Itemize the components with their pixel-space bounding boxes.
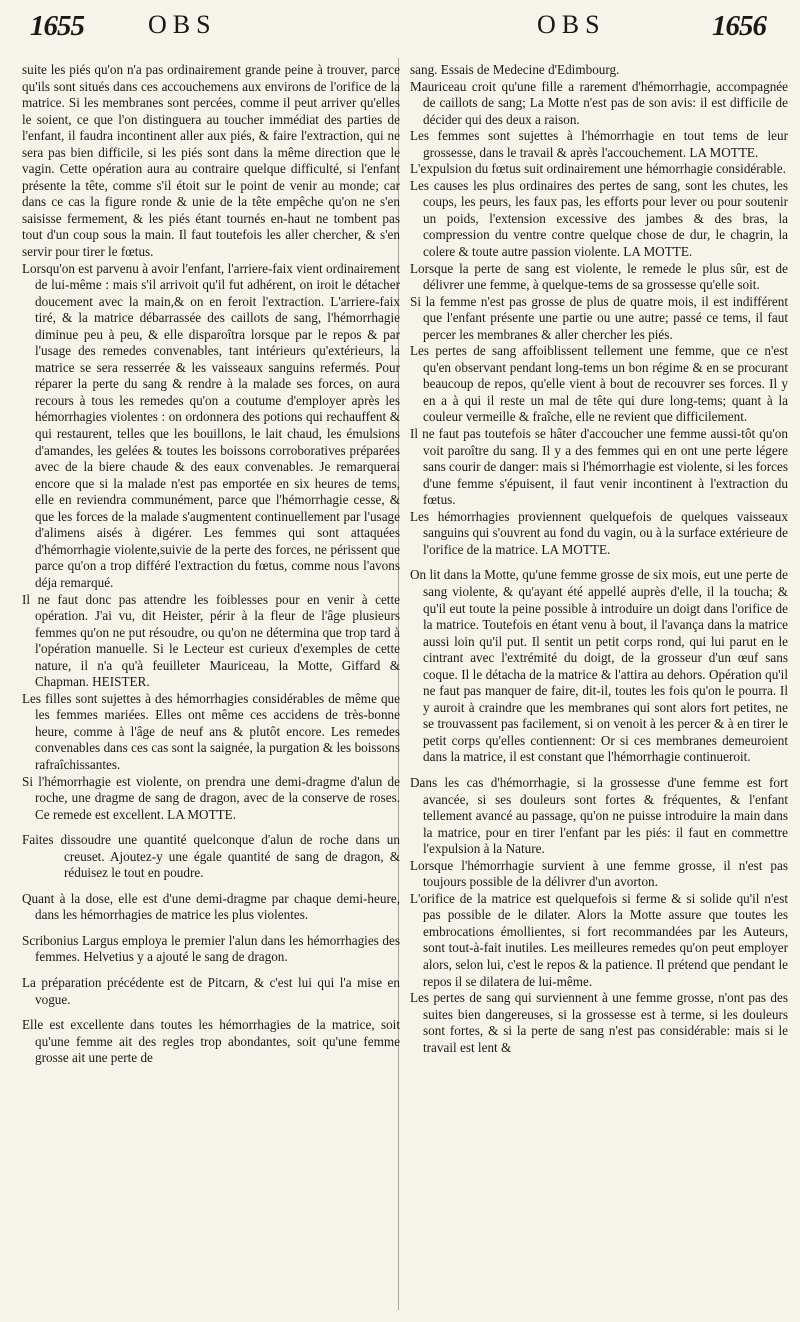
paragraph: Lorsqu'on est parvenu à avoir l'enfant, l'arriere-faix vient ordinairement de lui-même : mais s'il arrivoit qu'il fut adhérent, on iroit le détacher doucement avec la main,& on en feroit l'extraction. L'arriere-faix tiré, & la matrice débarrassée des caillots de sang, l'hémorrhagie diminue peu à peu, & elle disparoîtra lorsque par le repos & par l'usage des remedes convenables, tant intérieurs qu'extérieurs, la matrice se sera resserrée & les vaisseaux sanguins refermés. Pour réparer la perte du sang & rendre à la malade ses forces, on aura recours à tous les remedes qu'on a coutume d'employer après les hémorrhagies violentes : on ordonnera des potions qui rechauffent & qui restaurent, telles que les bouillons, le lait chaud, les émulsions d'amandes, les gelées & toutes les boissons corroboratives préparées avec de la biere chaude & des eaux convenables. Je remarquerai encore que si la malade n'est pas emportée en six heures de tems, elle en reviendra communément, parce que l'hémorrhagie cesse, & que les forces de la malade s'augmentent continuellement par l'usage d'alimens aisés à digérer. Les femmes qui sont attaquées d'hémorrhagie violente,suivie de la perte des forces, ne périssent que parce qu'on a trop différé l'extraction du fœtus, comme nous l'avons déja remarqué. [22,260,400,590]
paragraph: Lorsque l'hémorrhagie survient à une femme grosse, il n'est pas toujours possible de la délivrer d'un avorton. [410,857,788,890]
paragraph: Si l'hémorrhagie est violente, on prendra une demi-dragme d'alun de roche, une dragme de sang de dragon, avec de la conserve de roses. Ce remede est excellent. LA MOTTE. [22,773,400,822]
right-column [410,62,788,1056]
paragraph: Dans les cas d'hémorrhagie, si la grossesse d'une femme est fort avancée, si ses douleurs sont fortes & fréquentes, & l'enfant tellement avancé au passage, qu'on ne puisse introduire la main dans la matrice, pour en tirer l'enfant par les piés: il faut en commettre l'expulsion à la Nature. [410,774,788,857]
page-header [0,10,800,50]
paragraph: Les filles sont sujettes à des hémorrhagies considérables de même que les femmes mariées. Elles ont même ces accidens de très-bonne heure, comme à l'âge de neuf ans & plutôt encore. Les remedes convenables dans ces cas sont la saignée, la purgation & les boissons rafraîchissantes. [22,690,400,772]
paragraph: La préparation précédente est de Pitcarn, & c'est lui qui l'a mise en vogue. [22,974,400,1007]
paragraph: Lorsque la perte de sang est violente, le remede le plus sûr, est de délivrer une femme, à quelque-tems de sa grossesse qu'elle soit. [410,260,788,293]
right-page-number: 1656 [712,10,766,42]
right-running-title: OBS [537,10,606,39]
paragraph: Si la femme n'est pas grosse de plus de quatre mois, il est indifférent que l'enfant présente une partie ou une autre; passé ce tems, il faut percer les membranes & aller chercher les piés. [410,293,788,342]
paragraph: L'expulsion du fœtus suit ordinairement une hémorrhagie considérable. [410,161,786,177]
paragraph: sang. Essais de Medecine d'Edimbourg. [410,62,620,77]
paragraph: Quant à la dose, elle est d'une demi-dragme par chaque demi-heure, dans les hémorrhagies de matrice les plus violentes. [22,890,400,923]
paragraph: On lit dans la Motte, qu'une femme grosse de six mois, eut une perte de sang violente, & qu'ayant été appellé auprès d'elle, il la toucha; & qu'il eut toute la peine possible à introduire un doigt dans l'orifice de la matrice. Toutefois en étant venu à bout, il l'avança dans la matrice aussi loin qu'il put. Il sentit un petit corps rond, qui lui parut en le cintrant avec l'extrémité du doigt, de la grosseur d'un œuf sans coque. Il le détacha de la matrice & l'attira au dehors. Opération qu'il ne faut pas manquer de faire, dit-il, toutes les fois qu'on le pourra. Il y auroit à craindre que les membranes qui sont alors fort petites, ne se trouvassent pas facilement, si on venoit à les percer & à en tirer le petit corps qu'elles contiennent: Or si ces membranes demeuroient dans la matrice, il est constant que l'hémorrhagie continueroit. [410,567,788,765]
paragraph: Elle est excellente dans toutes les hémorrhagies de la matrice, soit qu'une femme ait des regles trop abondantes, soit qu'une femme grosse ait une perte de [22,1017,400,1066]
paragraph: Les hémorrhagies proviennent quelquefois de quelques vaisseaux sanguins qui s'ouvrent au fond du vagin, ou à la surface extérieure de l'orifice de la matrice. LA MOTTE. [410,508,788,557]
left-running-title: OBS [148,10,217,39]
paragraph: Les causes les plus ordinaires des pertes de sang, sont les chutes, les coups, les peurs, les faux pas, les efforts pour lever ou pour soutenir un poids, l'extension excessive des jambes & des bras, la compression du ventre contre quelque chose de dur, le chagrin, la colere & toute autre passion violente. LA MOTTE. [410,177,788,260]
left-column [22,62,400,1067]
paragraph: Scribonius Largus employa le premier l'alun dans les hémorrhagies des femmes. Helvetius y a ajouté le sang de dragon. [22,932,400,965]
paragraph: Les femmes sont sujettes à l'hémorrhagie en tout tems de leur grossesse, dans le travail & après l'accouchement. LA MOTTE. [410,128,788,160]
paragraph: Mauriceau croit qu'une fille a rarement d'hémorrhagie, accompagnée de caillots de sang; La Motte n'est pas de son avis: il est difficile de décider qui des deux a raison. [410,78,788,127]
paragraph: Faites dissoudre une quantité quelconque d'alun de roche dans un creuset. Ajoutez-y une égale quantité de sang de dragon, & réduisez le tout en poudre. [22,832,400,881]
left-page-number: 1655 [30,10,84,42]
paragraph: Il ne faut donc pas attendre les foiblesses pour en venir à cette opération. J'ai vu, dit Heister, périr à la fleur de l'âge plusieurs femmes qu'on ne put résoudre, ou qu'on ne détermina que trop tard à l'opération manuelle. Si le Lecteur est curieux d'exemples de cette nature, il n'a qu'à feuilleter Mauriceau, la Motte, Giffard & Chapman. HEISTER. [22,591,400,690]
paragraph: Il ne faut pas toutefois se hâter d'accoucher une femme aussi-tôt qu'on voit paroître du sang. Il y a des femmes qui en ont une perte légere sans courir de danger: mais si l'hémorrhagie est violente, si les forces d'une femme s'épuisent, il faut venir incontinent à l'extraction du fœtus. [410,426,788,508]
paragraph: Les pertes de sang affoiblissent tellement une femme, que ce n'est qu'en observant pendant long-tems un bon régime & en se procurant beaucoup de repos, qu'elle vient à bout de recouvrer ses forces. Il y en a à qui il reste un mal de tête qui dure long-tems; quant à la couleur vermeille & fraîche, elle ne revient que difficilement. [410,343,788,425]
paragraph: Les pertes de sang qui surviennent à une femme grosse, n'ont pas des suites bien dangereuses, si la grossesse est à terme, si les douleurs sont fortes, & si la perte de sang n'est pas considérable: mais si le travail est lent & [410,990,788,1055]
paragraph: suite les piés qu'on n'a pas ordinairement grande peine à trouver, parce qu'ils sont situés dans ces accouchemens aux environs de l'orifice de la matrice. Si les membranes sont percées, comme il peut arriver qu'elles le soient, ce que l'on distinguera au toucher immédiat des parties de l'enfant, il faudra incontinent aller aux piés, & faire l'extraction, qui ne sera pas bien difficile, si les piés sont dans la même direction que le vagin. Cette opération aura au contraire quelque difficulté, si l'enfant présente la tête, comme s'il étoit sur le point de venir au monde; car dans ce cas la figure ronde & unie de la tête empêche qu'on ne s'en saisisse fermement, & les piés étant tournés en-haut ne tombent pas tout d'un coup sous la main. Il faut toutefois les aller chercher, & s'en servir pour tirer le fœtus. [22,62,400,260]
paragraph: L'orifice de la matrice est quelquefois si ferme & si solide qu'il n'est pas possible de le dilater. Alors la Motte assure que toutes les embrocations émollientes, si fort recommandées par les Auteurs, sont tout-à-fait inutiles. Les meilleures remedes qu'on peut employer alors, selon lui, c'est le repos & la patience. Il prétend que pendant le repos il se dilatera de lui-même. [410,890,788,989]
